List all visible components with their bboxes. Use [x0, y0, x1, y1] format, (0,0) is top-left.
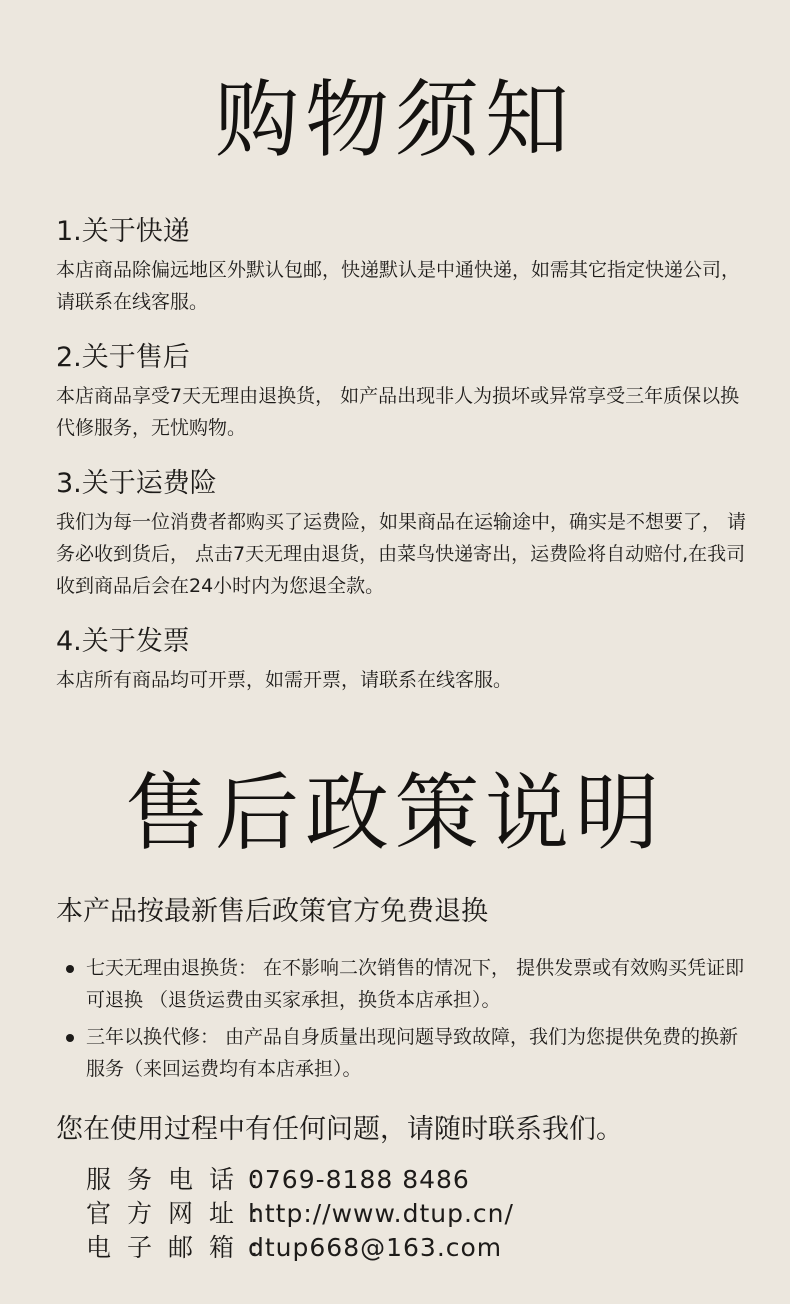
section-body: 我们为每一位消费者都购买了运费险，如果商品在运输途中，确实是不想要了， 请务必收到货后， 点击7天无理由退货，由菜鸟快递寄出，运费险将自动赔付,在我司收到商品后会在24小时内为您退全款。 — [56, 511, 747, 597]
section-title: 4.关于发票 — [56, 626, 190, 657]
bullet-text: 三年以换代修： 由产品自身质量出现问题导致故障，我们为您提供免费的换新服务（来回运费均有本店承担）。 — [86, 1026, 739, 1080]
website-link[interactable]: http://www.dtup.cn/ — [248, 1199, 514, 1228]
section-after-sales — [56, 340, 756, 444]
policy-bullet-7day — [66, 952, 756, 1016]
phone-value: 0769-8188 8486 — [248, 1165, 470, 1194]
section-invoice — [56, 624, 756, 696]
bullet-dot-icon — [66, 965, 74, 973]
email-link[interactable]: dtup668@163.com — [248, 1233, 503, 1262]
section-express — [56, 214, 756, 318]
contact-website-row — [86, 1197, 514, 1231]
email-label: 电子邮箱: — [86, 1233, 275, 1262]
policy-bullet-warranty — [66, 1021, 756, 1085]
policy-intro: 本产品按最新售后政策官方免费退换 — [56, 896, 488, 927]
section-title: 1.关于快递 — [56, 216, 190, 247]
bullet-text: 七天无理由退换货： 在不影响二次销售的情况下， 提供发票或有效购买凭证即可退换 （退货运费由买家承担，换货本店承担）。 — [86, 957, 745, 1011]
after-sales-policy-title: 售后政策说明 — [124, 764, 665, 862]
contact-email-row — [86, 1231, 502, 1265]
section-title: 2.关于售后 — [56, 342, 190, 373]
section-shipping-insurance — [56, 466, 756, 602]
section-title: 3.关于运费险 — [56, 468, 217, 499]
section-body: 本店商品享受7天无理由退换货， 如产品出现非人为损坏或异常享受三年质保以换代修服务，无忧购物。 — [56, 385, 740, 439]
contact-intro: 您在使用过程中有任何问题，请随时联系我们。 — [56, 1114, 623, 1145]
phone-label: 服务电话: — [86, 1165, 275, 1194]
section-body: 本店所有商品均可开票，如需开票，请联系在线客服。 — [56, 669, 513, 691]
website-label: 官方网址: — [86, 1199, 275, 1228]
shopping-notice-title: 购物须知 — [214, 71, 575, 169]
bullet-dot-icon — [66, 1034, 74, 1042]
contact-phone-row — [86, 1163, 470, 1197]
section-body: 本店商品除偏远地区外默认包邮，快递默认是中通快递，如需其它指定快递公司，请联系在线客服。 — [56, 259, 741, 313]
